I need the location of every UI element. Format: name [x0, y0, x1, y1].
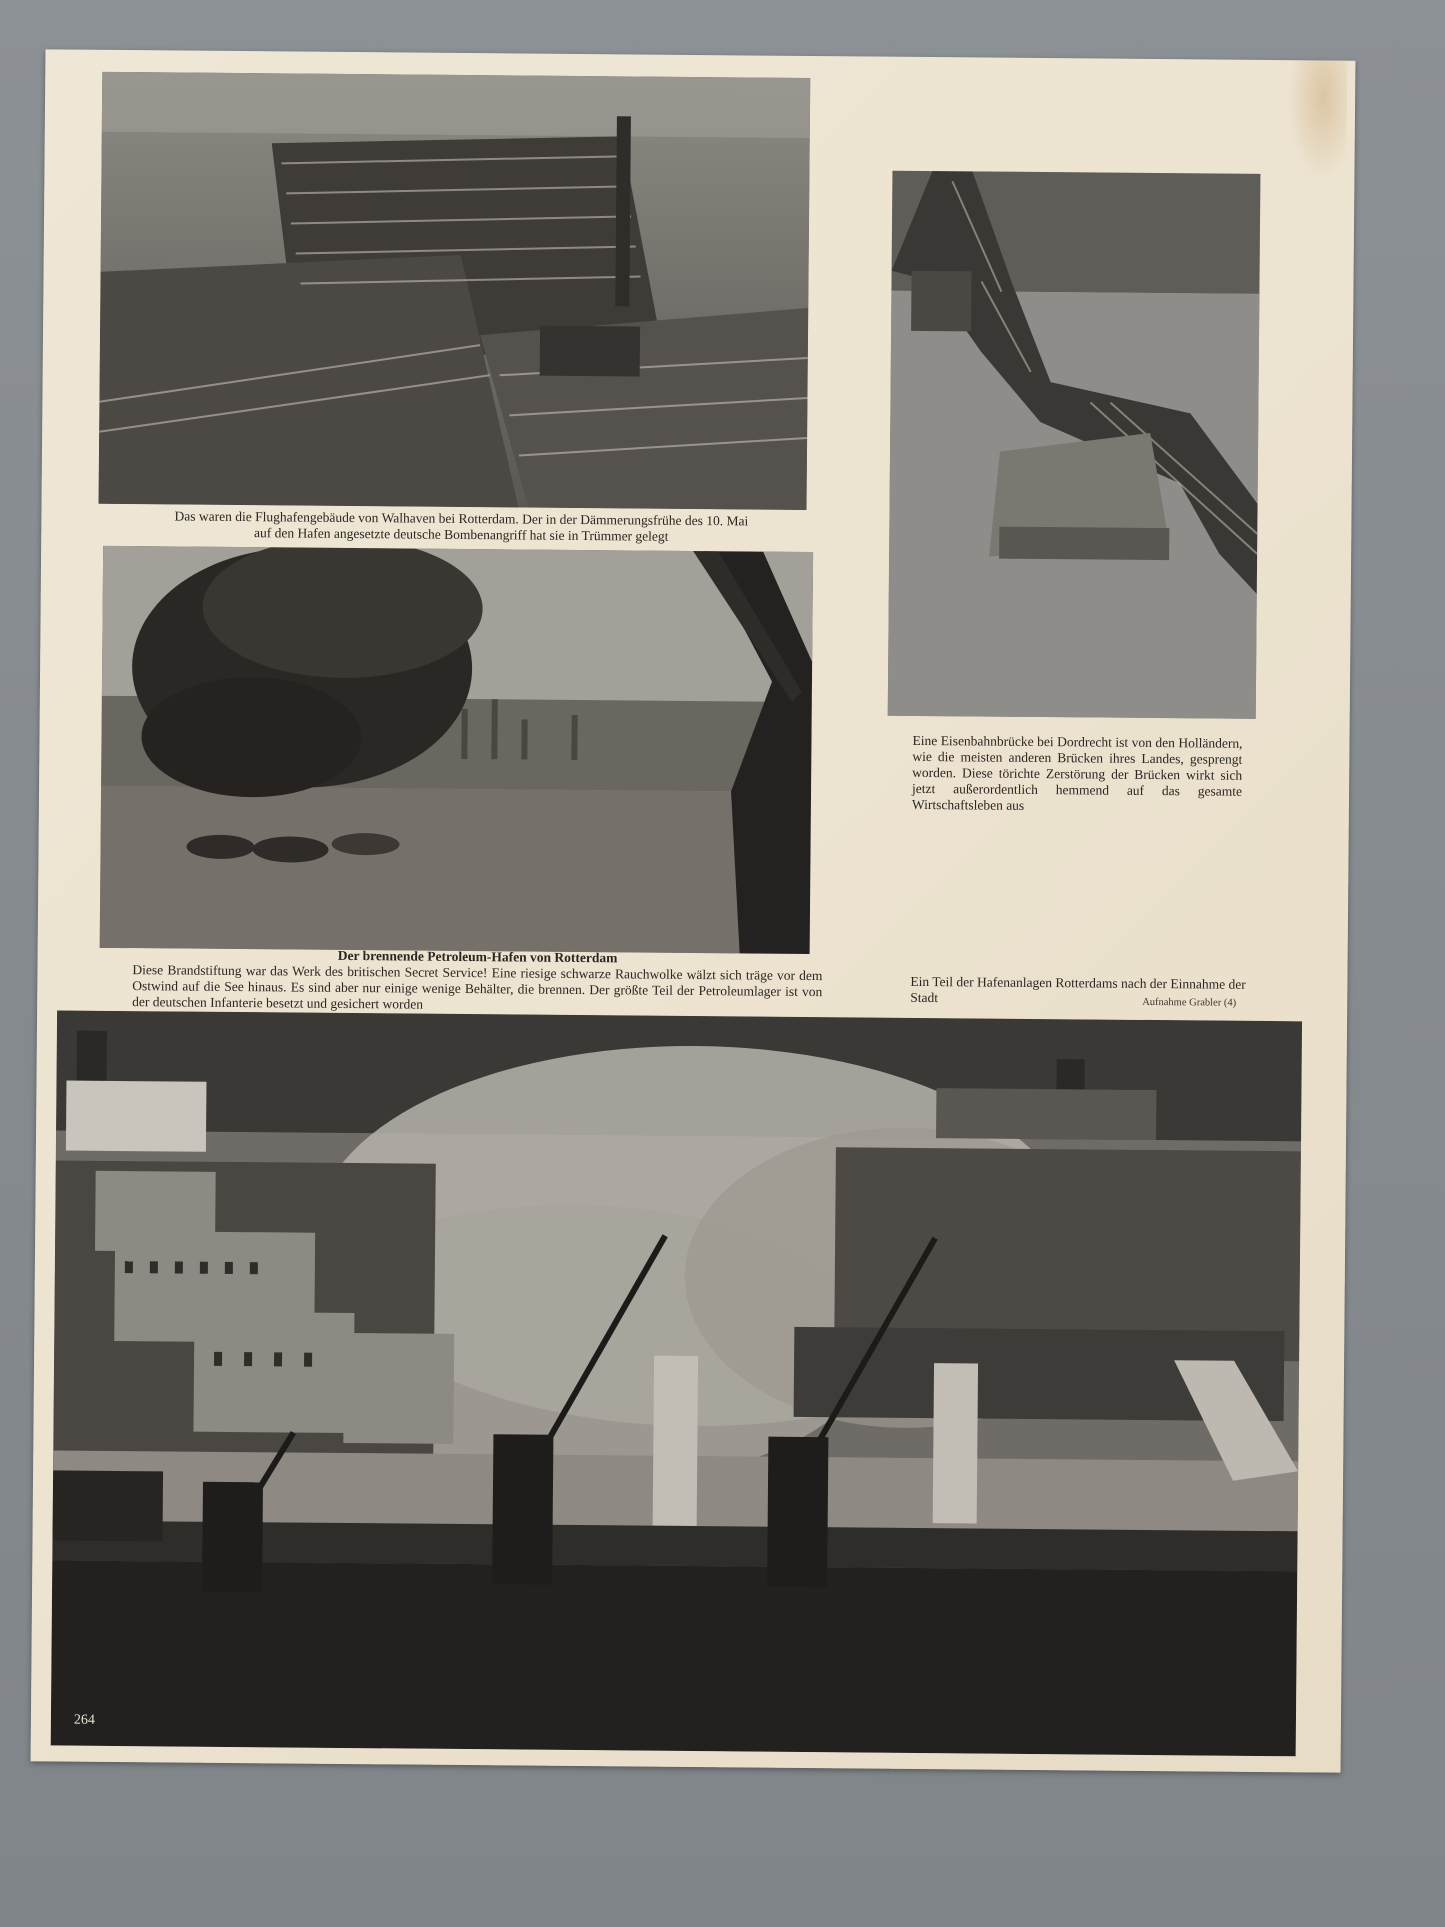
photo-credit: Aufnahme Grabler (4)	[1142, 996, 1237, 1009]
caption-petroleum-text: Diese Brandstiftung war das Werk des britischen Secret Service! Eine riesige schwarze Rauchwolke wälzt sich träge vor dem Ostwind auf die See hinaus. Es sind aber nur einige wenige Behälter, die brennen. Der größte Teil der Petroleumlager ist von der deutschen Infanterie besetzt und gesichert worden	[132, 962, 823, 1012]
caption-petroleum-title: Der brennende Petroleum-Hafen von Rotterdam	[337, 947, 618, 966]
page-number: 264	[73, 1712, 95, 1728]
caption-airport: Das waren die Flughafengebäude von Walhaven bei Rotterdam. Der in der Dämmerungsfrühe des 10. Mai auf den Hafen angesetzte deutsche Bombenangriff hat sie in Trümmer gelegt	[174, 508, 749, 544]
caption-bridge: Eine Eisenbahnbrücke bei Dordrecht ist von den Holländern, wie die meisten anderen Brücken ihres Landes, gesprengt worden. Diese törichte Zerstörung der Brücken wirkt sich jetzt außerordentlich hemmend auf das gesamte Wirtschaftsleben aus	[911, 732, 1243, 813]
photo-airport-ruins	[99, 72, 811, 510]
magazine-page	[31, 49, 1356, 1772]
photo-rotterdam-harbor	[51, 1010, 1302, 1756]
caption-harbor: Ein Teil der Hafenanlagen Rotterdams nach der Einnahme der Stadt	[910, 973, 1246, 1006]
photo-railway-bridge	[888, 171, 1261, 719]
caption-petroleum	[132, 946, 823, 1016]
photo-petroleum-harbor	[100, 546, 813, 954]
paper-stain	[1286, 60, 1347, 181]
